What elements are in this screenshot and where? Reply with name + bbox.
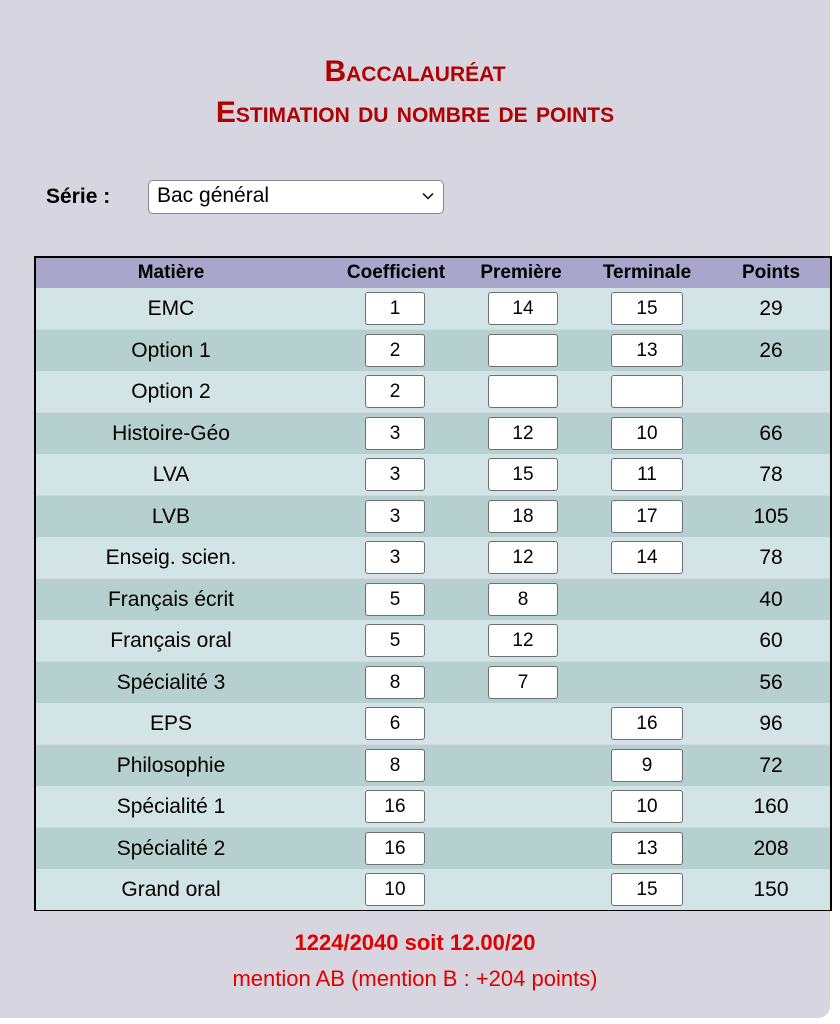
premiere-input[interactable]: 7 (488, 666, 558, 699)
cell-points: 56 (759, 670, 783, 694)
table-row (36, 786, 830, 827)
cell-points: 150 (753, 878, 789, 901)
grades-table (34, 256, 832, 911)
table-row (36, 869, 830, 910)
cell-points: 40 (759, 587, 783, 611)
table-row (36, 288, 830, 329)
cell-points: 72 (759, 753, 783, 777)
coefficient-input[interactable]: 10 (365, 873, 425, 906)
coefficient-input[interactable]: 2 (365, 375, 425, 408)
coefficient-input[interactable]: 8 (365, 666, 425, 699)
cell-matiere: Français écrit (107, 587, 235, 611)
coefficient-input[interactable]: 3 (365, 417, 425, 450)
terminale-input[interactable]: 9 (611, 749, 683, 782)
coefficient-input[interactable]: 16 (365, 790, 425, 823)
table-row (36, 371, 830, 412)
cell-points: 60 (759, 629, 783, 652)
cell-matiere: Option 1 (131, 338, 211, 362)
cell-points: 29 (759, 297, 783, 320)
premiere-input[interactable]: 18 (488, 500, 558, 533)
cell-matiere: Spécialité 3 (116, 670, 226, 694)
cell-matiere: LVB (151, 504, 191, 528)
result-total: 1224/2040 soit 12.00/20 (294, 930, 536, 955)
cell-matiere: Option 2 (131, 380, 211, 403)
table-row (36, 703, 830, 744)
premiere-input[interactable] (488, 334, 558, 367)
header-coefficient: Coefficient (346, 262, 446, 283)
table-row (36, 579, 830, 620)
terminale-input[interactable]: 13 (611, 832, 683, 865)
header-terminale: Terminale (602, 262, 692, 283)
coefficient-input[interactable]: 2 (365, 334, 425, 367)
terminale-input[interactable]: 15 (611, 873, 683, 906)
terminale-input[interactable]: 13 (611, 334, 683, 367)
table-header (36, 258, 830, 288)
cell-matiere: Histoire-Géo (112, 421, 230, 445)
premiere-input[interactable]: 12 (488, 624, 558, 657)
terminale-input[interactable]: 16 (611, 707, 683, 740)
cell-points: 96 (759, 712, 783, 735)
cell-points: 78 (759, 463, 783, 486)
table-row (36, 662, 830, 703)
table-row (36, 828, 830, 869)
table-row (36, 537, 830, 578)
terminale-input[interactable]: 14 (611, 541, 683, 574)
serie-label: Série : (46, 185, 111, 208)
coefficient-input[interactable]: 3 (365, 500, 425, 533)
table-row (36, 413, 830, 454)
terminale-input[interactable] (611, 375, 683, 408)
cell-matiere: LVA (152, 463, 190, 486)
coefficient-input[interactable]: 5 (365, 583, 425, 616)
terminale-input[interactable]: 10 (611, 790, 683, 823)
table-row (36, 745, 830, 786)
cell-points: 78 (759, 546, 783, 569)
chevron-down-icon (422, 190, 434, 202)
cell-matiere: Grand oral (121, 878, 221, 901)
serie-select[interactable] (148, 180, 444, 214)
result-mention: mention AB (mention B : +204 points) (232, 966, 598, 991)
coefficient-input[interactable]: 8 (365, 749, 425, 782)
cell-matiere: Philosophie (116, 753, 226, 777)
cell-matiere: Français oral (110, 629, 232, 652)
premiere-input[interactable]: 12 (488, 541, 558, 574)
cell-points: 160 (753, 795, 789, 818)
cell-matiere: EPS (149, 712, 193, 735)
table-row (36, 330, 830, 371)
page-subtitle: Estimation du nombre de points (215, 96, 615, 129)
cell-matiere: Spécialité 2 (116, 836, 226, 860)
header-premiere: Première (480, 262, 562, 283)
terminale-input[interactable]: 15 (611, 292, 683, 325)
coefficient-input[interactable]: 5 (365, 624, 425, 657)
table-row (36, 454, 830, 495)
table-row (36, 620, 830, 661)
coefficient-input[interactable]: 3 (365, 458, 425, 491)
table-row (36, 496, 830, 537)
premiere-input[interactable]: 14 (488, 292, 558, 325)
header-points: Points (741, 262, 801, 283)
cell-points: 26 (759, 338, 783, 362)
cell-points: 66 (759, 421, 783, 445)
cell-matiere: EMC (147, 297, 195, 320)
header-matiere: Matière (137, 262, 205, 283)
coefficient-input[interactable]: 1 (365, 292, 425, 325)
serie-select-value: Bac général (157, 184, 270, 207)
premiere-input[interactable] (488, 375, 558, 408)
premiere-input[interactable]: 15 (488, 458, 558, 491)
premiere-input[interactable]: 12 (488, 417, 558, 450)
premiere-input[interactable]: 8 (488, 583, 558, 616)
terminale-input[interactable]: 11 (611, 458, 683, 491)
coefficient-input[interactable]: 3 (365, 541, 425, 574)
terminale-input[interactable]: 17 (611, 500, 683, 533)
page-title: Baccalauréat (324, 55, 506, 88)
cell-points: 105 (753, 504, 789, 528)
coefficient-input[interactable]: 16 (365, 832, 425, 865)
cell-matiere: Enseig. scien. (105, 546, 237, 569)
cell-points: 208 (753, 836, 789, 860)
terminale-input[interactable]: 10 (611, 417, 683, 450)
cell-matiere: Spécialité 1 (116, 795, 226, 818)
coefficient-input[interactable]: 6 (365, 707, 425, 740)
